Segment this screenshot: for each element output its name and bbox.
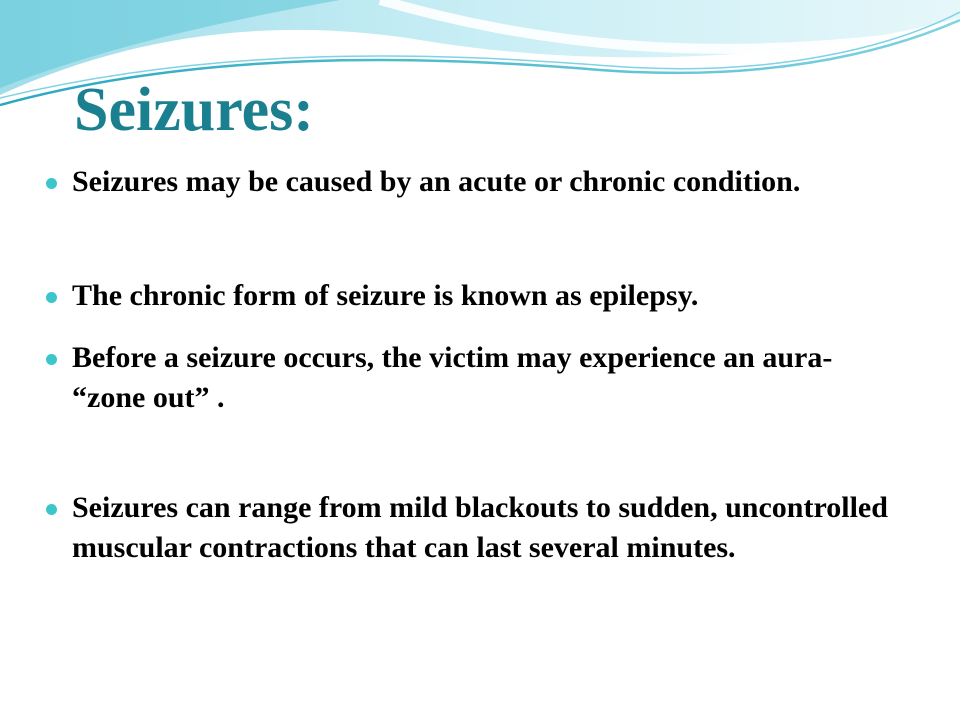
bullet-dot-icon [46,292,57,303]
bullet-dot-icon [46,504,57,515]
bullet-item [46,338,892,418]
bullet-item [46,276,892,316]
bullet-text: Seizures may be caused by an acute or chronic condition. [72,165,801,198]
bullet-text: Seizures can range from mild blackouts to sudden, uncontrolled muscular contractions that can last several minutes. [72,491,888,564]
bullet-dot-icon [46,354,57,365]
bullet-text: The chronic form of seizure is known as epilepsy. [72,279,699,312]
bullet-dot-icon [46,178,57,189]
bullet-item [46,162,892,202]
bullet-text: Before a seizure occurs, the victim may experience an aura- “zone out” . [72,341,833,414]
slide-title: Seizures: [74,76,314,144]
bullet-item [46,488,892,568]
